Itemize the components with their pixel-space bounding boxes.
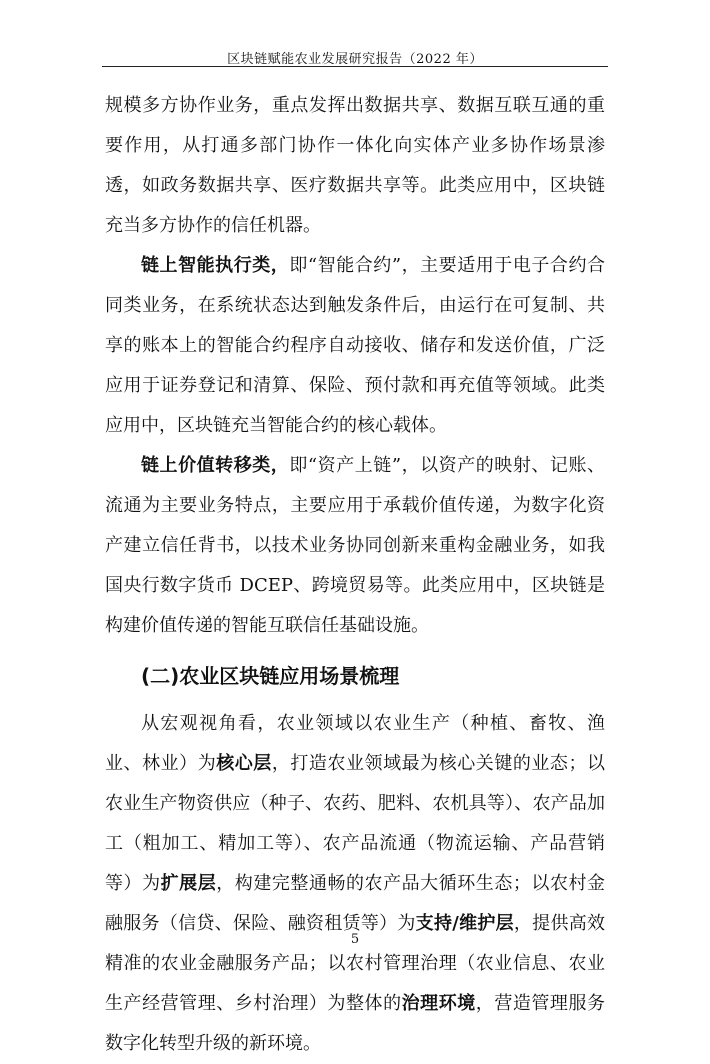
term-core-layer: 核心层 bbox=[216, 753, 272, 774]
section-heading: (二)农业区块链应用场景梳理 bbox=[141, 664, 400, 688]
term-value-transfer: 链上价值转移类， bbox=[141, 455, 290, 476]
text-segment: ，构建完整通畅的农产品大循环生态；以农村金融服务（信贷、保险、融资租赁等）为 bbox=[105, 873, 606, 934]
paragraph-value-transfer bbox=[105, 446, 605, 646]
page-number: 5 bbox=[350, 932, 360, 947]
text-segment: 从宏观视角看，农业领域以农业生产（种植、畜牧、渔业、林业）为 bbox=[105, 713, 605, 774]
paragraph-smart-execution bbox=[105, 246, 605, 446]
text-segment: ，打造农业领域最为核心关键的业态；以农业生产物资供应（种子、农药、肥料、农机具等）、农产品加工（粗加工、精加工等）、农产品流通（物流运输、产品营销等）为 bbox=[105, 753, 606, 894]
term-smart-execution: 链上智能执行类， bbox=[141, 255, 290, 276]
text-segment: ，营造管理服务数字化转型升级的新环境。 bbox=[105, 993, 606, 1054]
header-rule bbox=[102, 66, 608, 67]
document-body bbox=[105, 86, 605, 1064]
term-governance-environment: 治理环境 bbox=[401, 993, 476, 1014]
text-segment: ，提供高效精准的农业金融服务产品；以农村管理治理（农业信息、农业生产经营管理、乡村治理）为整体的 bbox=[105, 913, 606, 1014]
paragraph-1: 规模多方协作业务，重点发挥出数据共享、数据互联互通的重要作用，从打通多部门协作一体化向实体产业多协作场景渗透，如政务数据共享、医疗数据共享等。此类应用中，区块链充当多方协作的信任机器。 bbox=[105, 95, 605, 236]
running-header: 区块链赋能农业发展研究报告（2022 年） bbox=[227, 52, 483, 67]
term-support-layer: 支持/维护层 bbox=[415, 913, 514, 934]
paragraph-value-transfer-text: 即“资产上链”，以资产的映射、记账、流通为主要业务特点，主要应用于承载价值传递，为数字化资产建立信任背书，以技术业务协同创新来重构金融业务，如我国央行数字货币 DCEP、跨境贸易等。此类应用中，区块链是构建价值传递的智能互联信任基础设施。 bbox=[105, 455, 606, 636]
term-extension-layer: 扩展层 bbox=[160, 873, 217, 894]
paragraph-agri-scenarios bbox=[105, 704, 605, 1064]
paragraph-smart-execution-text: 即“智能合约”，主要适用于电子合约合同类业务，在系统状态达到触发条件后，由运行在可复制、共享的账本上的智能合约程序自动接收、储存和发送价值，广泛应用于证券登记和清算、保险、预付款和再充值等领域。此类应用中，区块链充当智能合约的核心载体。 bbox=[105, 255, 606, 436]
